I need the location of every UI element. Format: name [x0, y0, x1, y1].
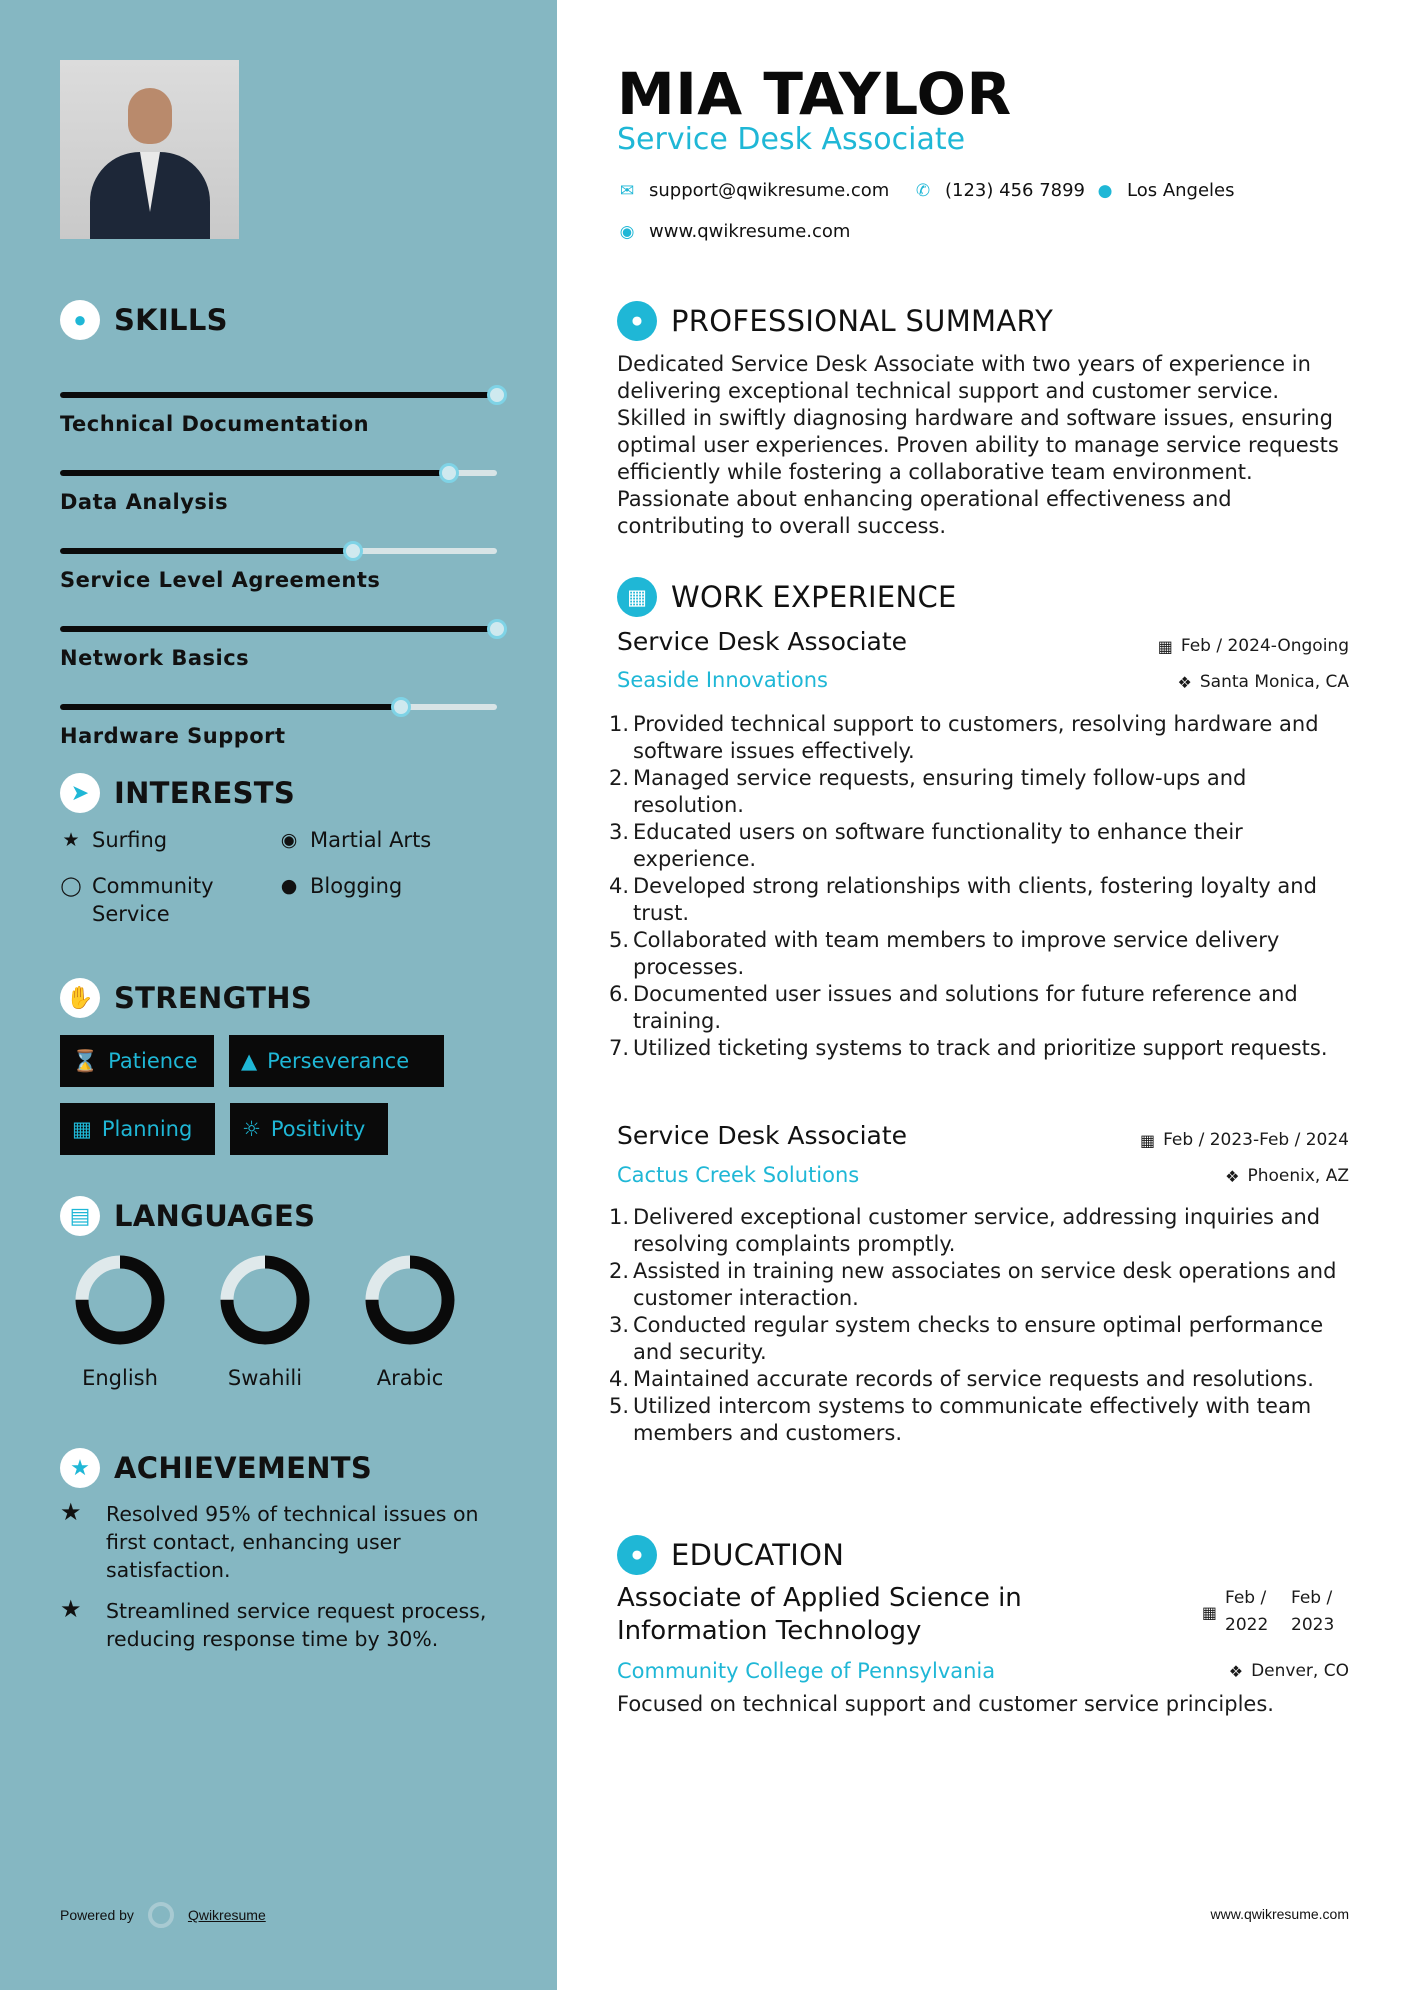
calendar-icon: ▦ — [1201, 1603, 1217, 1622]
duty-item: 5. Collaborated with team members to improve service delivery processes. — [609, 928, 1280, 979]
strengths-heading — [60, 978, 312, 1018]
skill-name: Network Basics — [60, 646, 250, 670]
duty-item: 1. Provided technical support to customers, resolving hardware and software issues effectively. — [609, 712, 1319, 763]
language-item — [350, 1250, 470, 1390]
profile-photo — [60, 60, 239, 239]
user-icon: ● — [617, 301, 657, 341]
contact-website[interactable]: ◉ www.qwikresume.com — [617, 221, 850, 242]
skill-track — [60, 392, 497, 398]
language-name: Swahili — [227, 1366, 303, 1390]
language-item — [60, 1250, 180, 1390]
skill-fill — [60, 626, 497, 632]
road-icon: ▲ — [241, 1049, 258, 1073]
language-level-ring — [215, 1250, 315, 1350]
degree-title: Associate of Applied Science in Information Technology — [617, 1583, 1022, 1646]
map-marker-icon: ● — [1097, 180, 1113, 201]
job-duties — [609, 1204, 1357, 1447]
hand-icon: ◯ — [60, 875, 82, 897]
achievements-heading — [60, 1448, 372, 1488]
education-dates: ▦ Feb / 2022 Feb / 2023 — [1202, 1585, 1349, 1639]
job-duties — [609, 711, 1357, 1062]
skill-knob — [487, 619, 507, 639]
strength-badge: ▦ Planning — [60, 1103, 215, 1155]
job-location: ❖ Phoenix, AZ — [1225, 1166, 1349, 1186]
qwikresume-link[interactable]: Qwikresume — [187, 1907, 266, 1923]
hourglass-icon: ⌛ — [72, 1048, 99, 1073]
skill-fill — [60, 470, 449, 476]
calendar-icon: ▦ — [1157, 636, 1173, 656]
contact-phone: ✆ (123) 456 7899 — [913, 180, 1085, 201]
interest-item: ◯ Community Service — [60, 874, 214, 926]
skill-fill — [60, 392, 497, 398]
envelope-icon: ✉ — [619, 180, 635, 201]
job-location: ❖ Santa Monica, CA — [1177, 672, 1349, 692]
school-name: Community College of Pennsylvania — [617, 1659, 996, 1683]
education-heading: ● EDUCATION — [617, 1535, 844, 1575]
education-description: Focused on technical support and customer service principles. — [617, 1692, 1274, 1716]
graduate-icon: ● — [617, 1535, 657, 1575]
briefcase-icon: ▦ — [617, 577, 657, 617]
duty-item: 2. Assisted in training new associates on service desk operations and customer interaction. — [609, 1259, 1337, 1310]
education-location: ❖ Denver, CO — [1228, 1661, 1349, 1681]
experience-heading: ▦ WORK EXPERIENCE — [617, 577, 957, 617]
phone-icon: ✆ — [915, 180, 931, 201]
job-title: Service Desk Associate — [617, 627, 908, 656]
paper-plane-icon: ➤ — [60, 773, 100, 813]
strength-badge: ⌛ Patience — [60, 1035, 214, 1087]
duty-item: 3. Conducted regular system checks to ensure optimal performance and security. — [609, 1313, 1324, 1364]
job-title: Service Desk Associate — [617, 1121, 908, 1150]
contact-location: ● Los Angeles — [1095, 180, 1235, 201]
duty-item: 4. Maintained accurate records of service requests and resolutions. — [609, 1367, 1314, 1391]
calendar-icon: ▦ — [72, 1117, 92, 1141]
users-icon: ● — [280, 875, 298, 897]
language-item — [205, 1250, 325, 1390]
language-name: English — [82, 1366, 158, 1390]
qwikresume-logo-icon — [148, 1902, 174, 1928]
skill-track — [60, 626, 497, 632]
language-level-ring — [360, 1250, 460, 1350]
shooting-star-icon: ★ — [60, 1596, 82, 1623]
skill-track — [60, 704, 497, 710]
duty-item: 4. Developed strong relationships with clients, fostering loyalty and trust. — [609, 874, 1317, 925]
achievement-item: ★ Streamlined service request process, reducing response time by 30%. — [60, 1596, 487, 1651]
skill-fill — [60, 704, 401, 710]
skills-heading — [60, 300, 228, 340]
globe-icon: ◉ — [619, 221, 635, 242]
duty-item: 7. Utilized ticketing systems to track and prioritize support requests. — [609, 1036, 1328, 1060]
job-company: Seaside Innovations — [617, 668, 828, 692]
skill-knob — [343, 541, 363, 561]
achievement-item: ★ Resolved 95% of technical issues on first contact, enhancing user satisfaction. — [60, 1499, 479, 1582]
interest-item: ◉ Martial Arts — [278, 826, 431, 854]
pin-icon: ❖ — [1228, 1661, 1244, 1681]
interests-heading — [60, 773, 295, 813]
globe-icon: ◉ — [280, 829, 298, 851]
star-icon: ★ — [62, 829, 80, 851]
duty-item: 1. Delivered exceptional customer service, addressing inquiries and resolving complaints promptly. — [609, 1205, 1321, 1256]
languages-title: LANGUAGES — [114, 1199, 316, 1233]
duty-item: 6. Documented user issues and solutions for future reference and training. — [609, 982, 1298, 1033]
pin-icon: ❖ — [1177, 672, 1192, 692]
skill-name: Technical Documentation — [60, 412, 370, 436]
footer-url[interactable]: www.qwikresume.com — [1210, 1906, 1349, 1922]
lightbulb-icon: ● — [60, 300, 100, 340]
language-icon: ▤ — [60, 1196, 100, 1236]
skill-knob — [439, 463, 459, 483]
skill-knob — [391, 697, 411, 717]
skill-knob — [487, 385, 507, 405]
skill-name: Service Level Agreements — [60, 568, 381, 592]
strength-badge: ☼ Positivity — [230, 1103, 388, 1155]
language-level-ring — [70, 1250, 170, 1350]
interest-item: ★ Surfing — [60, 826, 167, 854]
skill-name: Hardware Support — [60, 724, 286, 748]
skill-name: Data Analysis — [60, 490, 229, 514]
calendar-icon: ▦ — [1139, 1130, 1156, 1150]
skill-fill — [60, 548, 353, 554]
skills-title: SKILLS — [114, 303, 228, 337]
languages-heading — [60, 1196, 315, 1236]
sidebar — [0, 0, 557, 1990]
star-badge-icon: ★ — [60, 1448, 100, 1488]
interest-item: ● Blogging — [278, 872, 402, 900]
job-dates: ▦ Feb / 2024-Ongoing — [1157, 636, 1349, 656]
shooting-star-icon: ★ — [60, 1499, 82, 1526]
fist-icon: ✋ — [60, 978, 100, 1018]
job-dates: ▦ Feb / 2023-Feb / 2024 — [1139, 1130, 1349, 1150]
duty-item: 5. Utilized intercom systems to communicate effectively with team members and customers. — [609, 1394, 1312, 1445]
strengths-title: STRENGTHS — [114, 981, 313, 1015]
summary-heading: ● PROFESSIONAL SUMMARY — [617, 301, 1053, 341]
contact-email[interactable]: ✉ support@qwikresume.com — [617, 180, 889, 201]
duty-item: 2. Managed service requests, ensuring timely follow-ups and resolution. — [609, 766, 1247, 817]
skill-track — [60, 548, 497, 554]
summary-text: Dedicated Service Desk Associate with two years of experience in delivering exceptional technical support and customer service. Skilled in swiftly diagnosing hardware and software issues, ensuring optimal user experiences. Proven ability to manage service requests efficiently while fostering a collaborative team environment. Passionate about enhancing operational effectiveness and contributing to overall success. — [617, 352, 1339, 538]
job-company: Cactus Creek Solutions — [617, 1163, 860, 1187]
powered-by: Powered by Qwikresume — [60, 1902, 266, 1928]
interests-title: INTERESTS — [114, 776, 296, 810]
candidate-role: Service Desk Associate — [617, 122, 966, 157]
candidate-name: MIA TAYLOR — [617, 60, 1012, 128]
achievements-title: ACHIEVEMENTS — [114, 1451, 373, 1485]
strength-badge: ▲ Perseverance — [229, 1035, 444, 1087]
duty-item: 3. Educated users on software functionality to enhance their experience. — [609, 820, 1243, 871]
language-name: Arabic — [376, 1366, 444, 1390]
sun-icon: ☼ — [242, 1117, 261, 1141]
skill-track — [60, 470, 497, 476]
pin-icon: ❖ — [1225, 1166, 1240, 1186]
